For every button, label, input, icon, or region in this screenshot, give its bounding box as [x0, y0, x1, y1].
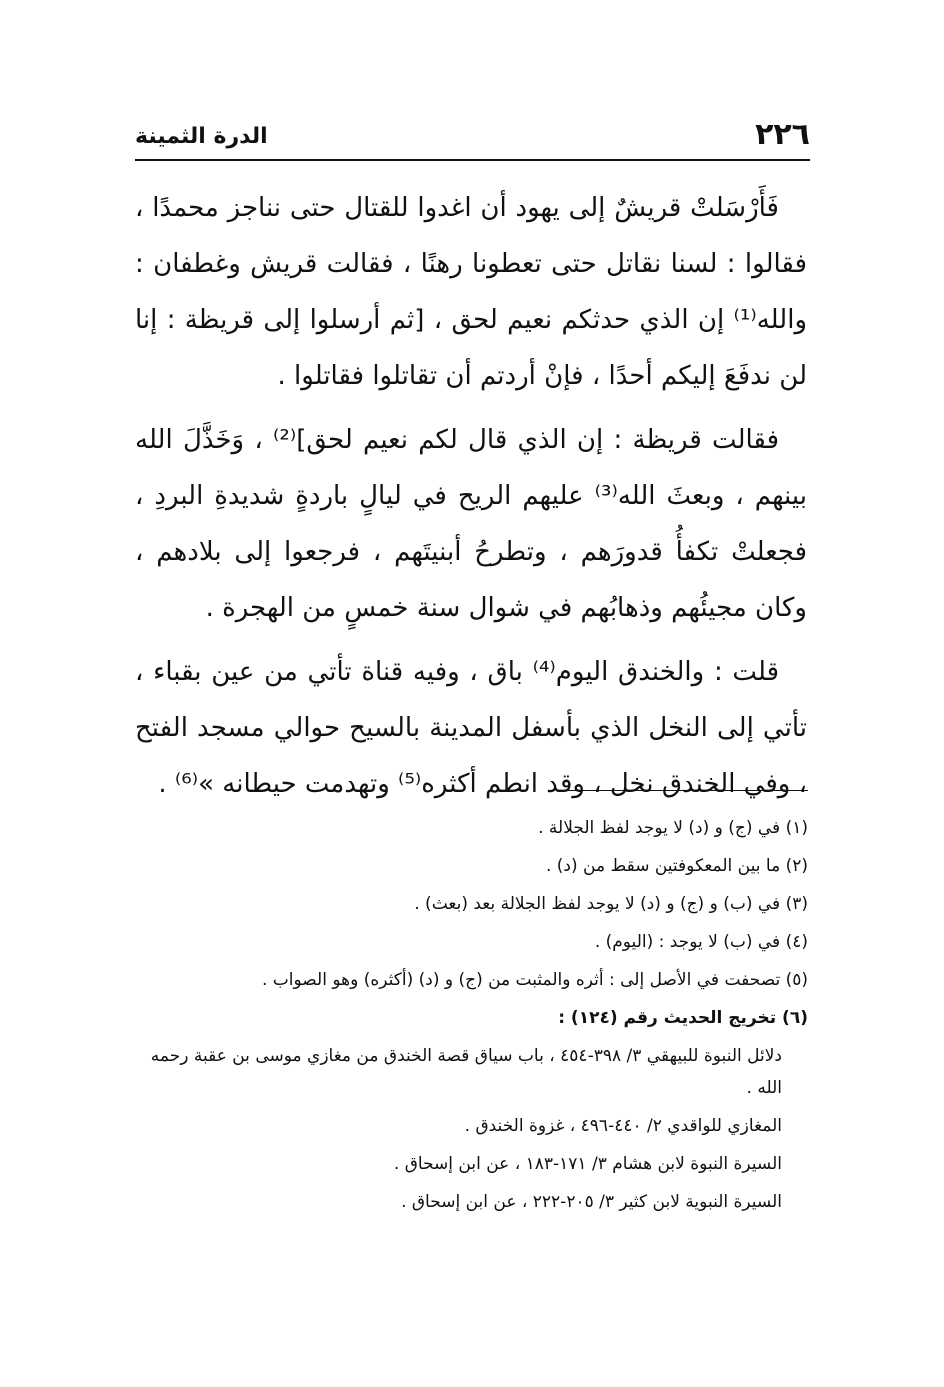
footnote: (٣) في (ب) و (ج) و (د) لا يوجد لفظ الجلالة بعد (بعث) . [414, 894, 808, 914]
footnote-rule [558, 790, 808, 791]
footnote: (٤) في (ب) لا يوجد : (اليوم) . [594, 932, 808, 952]
paragraph: فَأَرْسَلتْ قريشٌ إلى يهود أن اغدوا للقتال حتى نناجز محمدًا ، فقالوا : لسنا نقاتل حتى تعطونا رهنًا ، فقالت قريش وغطفان : والله⁽¹⁾ إن الذي حدثكم نعيم لحق ، [ثم أرسلوا إلى قريظة : إنا لن ندفَعَ إليكم أحدًا ، فإنْ أردتم أن تقاتلوا فقاتلوا . [135, 193, 807, 391]
source-reference: المغازي للواقدي ٢/ ٤٤٠-٤٩٦ ، غزوة الخندق . [464, 1116, 782, 1136]
source-reference: السيرة النبوة لابن هشام ٣/ ١٧١-١٨٣ ، عن ابن إسحاق . [393, 1154, 782, 1174]
paragraph: فقالت قريظة : إن الذي قال لكم نعيم لحق]⁽²⁾ ، وَخَذَّلَ الله بينهم ، وبعثَ الله⁽³⁾ عليهم الريح في ليالٍ باردةٍ شديدةِ البردِ ، فجعلتْ تكفأُ قدورَهم ، وتطرحُ أبنيتَهم ، فرجعوا إلى بلادهم ، وكان مجيئُهم وذهابُهم في شوال سنة خمسٍ من الهجرة . [135, 425, 807, 623]
footnote: (١) في (ج) و (د) لا يوجد لفظ الجلالة . [538, 818, 808, 838]
footnote: (٦) تخريج الحديث رقم (١٢٤) : [558, 1008, 808, 1028]
header-rule [135, 159, 810, 161]
source-reference: السيرة النبوية لابن كثير ٣/ ٢٠٥-٢٢٢ ، عن ابن إسحاق . [401, 1192, 782, 1212]
running-title: الدرة الثمينة [135, 124, 268, 149]
source-reference: دلائل النبوة للبيهقي ٣/ ٣٩٨-٤٥٤ ، باب سياق قصة الخندق من مغازي موسى بن عقبة رحمه الله . [150, 1046, 782, 1098]
footnote: (٢) ما بين المعكوفتين سقط من (د) . [545, 856, 808, 876]
page-number: ٢٢٦ [755, 117, 810, 152]
paragraph: قلت : والخندق اليوم⁽⁴⁾ باق ، وفيه قناة تأتي من عين بقباء ، تأتي إلى النخل الذي بأسفل المدينة بالسيح حوالي مسجد الفتح ، وفي الخندق نخل ، وقد انطم أكثره⁽⁵⁾ وتهدمت حيطانه »⁽⁶⁾ . [135, 657, 807, 799]
page-header [135, 118, 810, 156]
footnotes [140, 812, 808, 1224]
main-text [135, 180, 807, 820]
footnote: (٥) تصحفت في الأصل إلى : أثره والمثبت من (ج) و (د) (أكثره) وهو الصواب . [261, 970, 808, 990]
